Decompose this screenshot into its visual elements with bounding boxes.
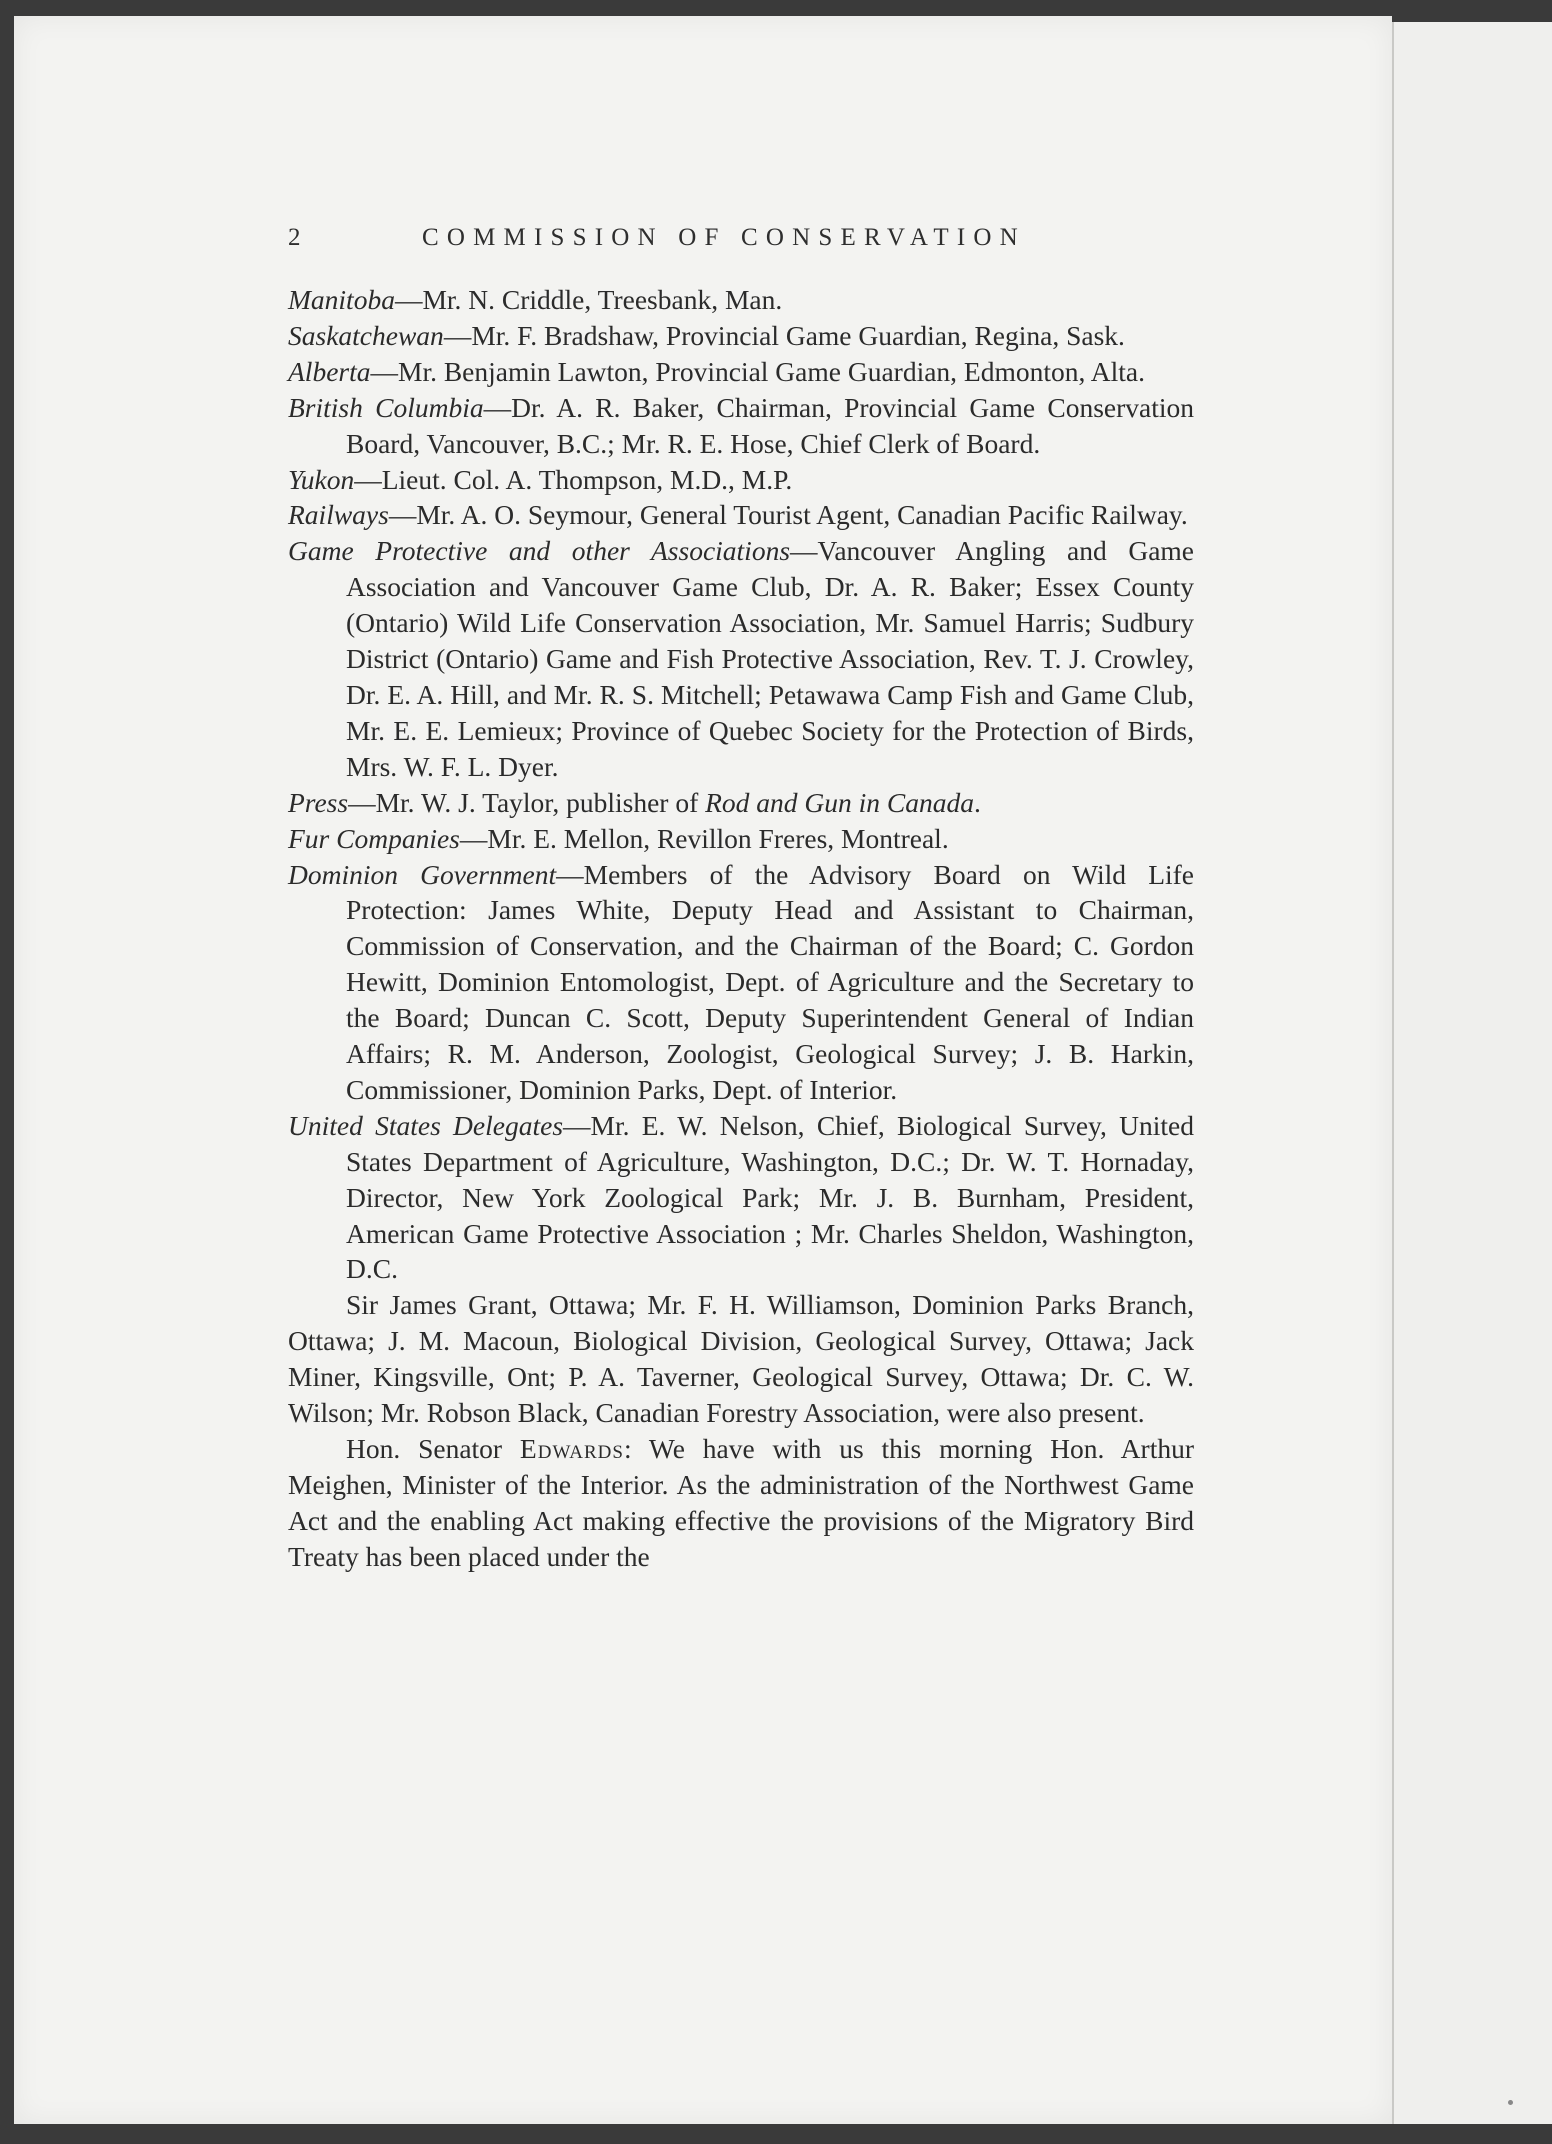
delegate-entry-yukon <box>288 462 1194 498</box>
entry-text: —Mr. E. W. Nelson, Chief, Biological Survey, United States Department of Agriculture, Washington, D.C.; Dr. W. T. Hornaday, Director, New York Zoological Park; Mr. J. B. Burnham, President, American Game Protective Association ; Mr. Charles Sheldon, Washington, D.C. <box>346 1109 1194 1285</box>
delegate-entry-united-states <box>288 1108 1194 1288</box>
page-body <box>288 282 1194 1575</box>
speech-prefix: Hon. Senator <box>346 1433 520 1464</box>
delegate-entry-fur-companies <box>288 821 1194 857</box>
scan-speck <box>1508 2100 1513 2105</box>
entry-text: —Vancouver Angling and Game Association and Vancouver Game Club, Dr. A. R. Baker; Essex County (Ontario) Wild Life Conservation Association, Mr. Samuel Harris; Sudbury District (Ontario) Game and Fish Protective Association, Rev. T. J. Crowley, Dr. E. A. Hill, and Mr. R. S. Mitchell; Petawawa Camp Fish and Game Club, Mr. E. E. Lemieux; Province of Quebec Society for the Protection of Birds, Mrs. W. F. L. Dyer. <box>346 535 1195 782</box>
entry-label: Dominion Government <box>288 858 557 890</box>
entry-text: —Mr. A. O. Seymour, General Tourist Agent, Canadian Pacific Railway. <box>388 499 1188 531</box>
entry-label: Manitoba <box>288 284 395 315</box>
page-header <box>288 224 1208 260</box>
delegate-entry-press <box>288 785 1194 821</box>
running-title: COMMISSION OF CONSERVATION <box>422 224 1026 251</box>
entry-label: Game Protective and other Associations <box>288 535 791 567</box>
delegate-entry-dominion-government <box>288 857 1194 1108</box>
entry-label: Press <box>288 786 349 818</box>
entry-label: United States Delegates <box>288 1109 564 1141</box>
page-number: 2 <box>288 224 301 251</box>
delegate-entry-manitoba <box>288 282 1194 318</box>
delegate-entry-alberta <box>288 354 1194 390</box>
entry-text-end: . <box>974 786 981 818</box>
delegate-entry-saskatchewan <box>288 318 1194 354</box>
also-present-paragraph: Sir James Grant, Ottawa; Mr. F. H. Williamson, Dominion Parks Branch, Ottawa; J. M. Macoun, Biological Division, Geological Survey, Ottawa; Jack Miner, Kingsville, Ont; P. A. Taverner, Geological Survey, Ottawa; Dr. C. W. Wilson; Mr. Robson Black, Canadian Forestry Association, were also present. <box>288 1289 1194 1429</box>
entry-label: Railways <box>288 499 389 531</box>
entry-label: Yukon <box>288 463 355 495</box>
entry-text: —Mr. W. J. Taylor, publisher of <box>348 786 706 818</box>
delegate-entry-railways <box>288 497 1194 533</box>
speech-paragraph <box>288 1431 1194 1575</box>
publication-title: Rod and Gun in Canada <box>705 786 975 818</box>
speaker-name: Edwards <box>519 1433 624 1464</box>
entry-text: —Mr. Benjamin Lawton, Provincial Game Guardian, Edmonton, Alta. <box>370 355 1145 387</box>
adjacent-page-edge <box>1392 22 1552 2124</box>
entry-label: Alberta <box>288 355 371 387</box>
delegate-entry-british-columbia <box>288 390 1194 462</box>
speech-text: : We have with us this morning Hon. Arthur Meighen, Minister of the Interior. As the administration of the Northwest Game Act and the enabling Act making effective the provisions of the Migratory Bird Treaty has been placed under the <box>288 1433 1194 1572</box>
entry-text: —Mr. F. Bradshaw, Provincial Game Guardian, Regina, Sask. <box>443 319 1125 351</box>
entry-label: Fur Companies <box>288 822 460 854</box>
entry-text: —Dr. A. R. Baker, Chairman, Provincial Game Conservation Board, Vancouver, B.C.; Mr. R. E. Hose, Chief Clerk of Board. <box>346 391 1194 459</box>
entry-text: —Members of the Advisory Board on Wild Life Protection: James White, Deputy Head and Assistant to Chairman, Commission of Conservation, and the Chairman of the Board; C. Gordon Hewitt, Dominion Entomologist, Dept. of Agriculture and the Secretary to the Board; Duncan C. Scott, Deputy Superintendent General of Indian Affairs; R. M. Anderson, Zoologist, Geological Survey; J. B. Harkin, Commissioner, Dominion Parks, Dept. of Interior. <box>346 858 1195 1105</box>
entry-label: Saskatchewan <box>288 319 444 351</box>
entry-text: —Mr. N. Criddle, Treesbank, Man. <box>394 284 783 315</box>
entry-text: —Mr. E. Mellon, Revillon Freres, Montreal. <box>459 822 949 854</box>
delegate-entry-associations <box>288 533 1194 784</box>
entry-text: —Lieut. Col. A. Thompson, M.D., M.P. <box>354 463 793 495</box>
entry-label: British Columbia <box>288 391 484 423</box>
document-page <box>14 16 1392 2124</box>
